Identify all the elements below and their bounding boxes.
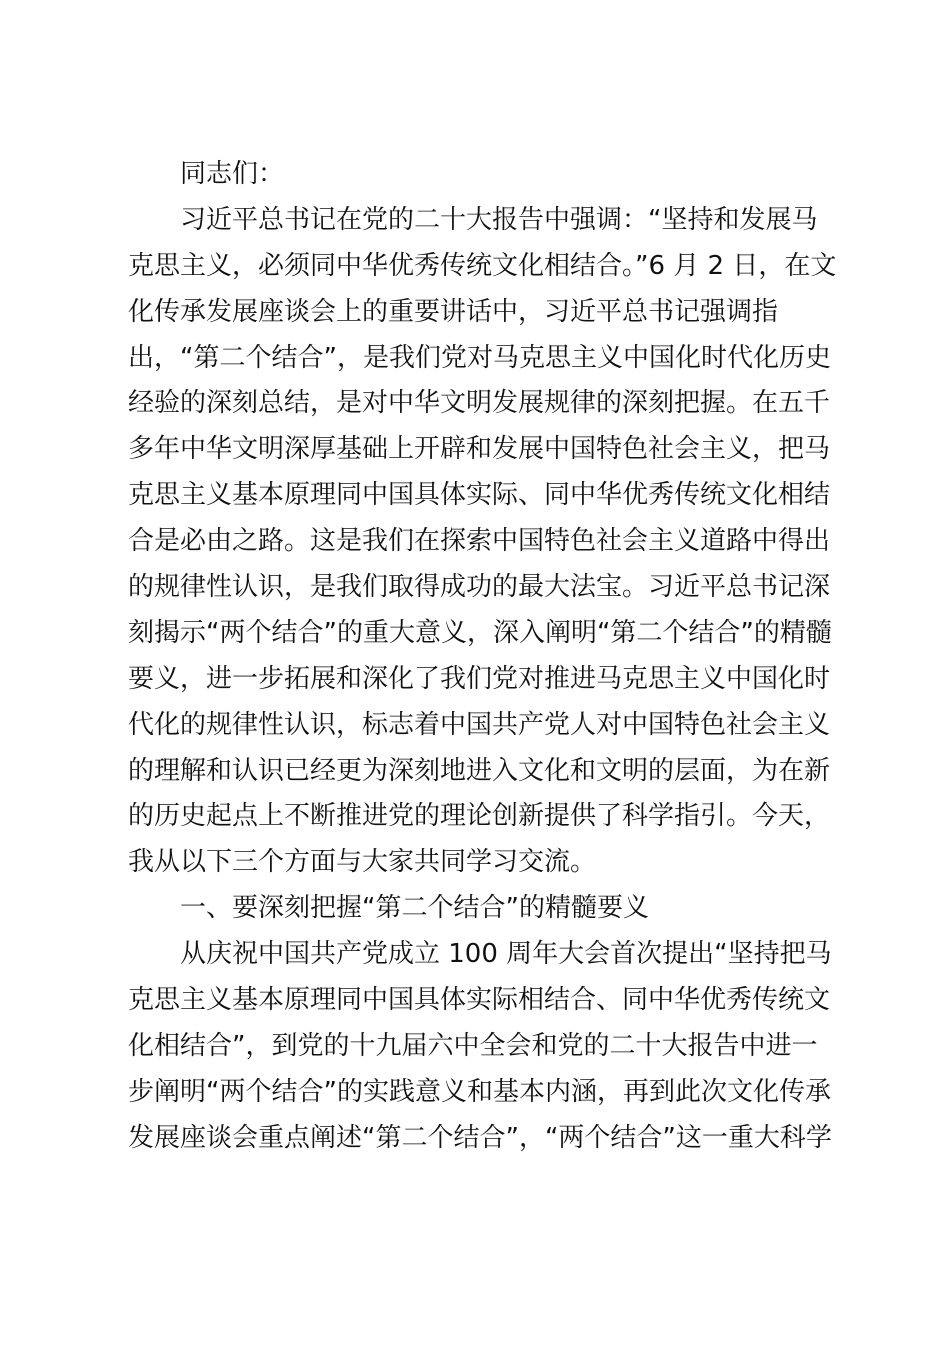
text-line: 的历史起点上不断推进党的理论创新提供了科学指引。今天， <box>128 801 831 832</box>
text-line: 代化的规律性认识，标志着中国共产党人对中国特色社会主义 <box>128 709 831 740</box>
text-line: 的规律性认识，是我们取得成功的最大法宝。习近平总书记深 <box>128 572 831 603</box>
text-line: 多年中华文明深厚基础上开辟和发展中国特色社会主义，把马 <box>128 434 831 465</box>
text-line: 习近平总书记在党的二十大报告中强调：“坚持和发展马 <box>180 204 818 235</box>
salutation-line: 同志们： <box>180 159 285 189</box>
text-line: 合是必由之路。这是我们在探索中国特色社会主义道路中得出 <box>128 526 831 557</box>
text-line: 要义，进一步拓展和深化了我们党对推进马克思主义中国化时 <box>128 663 831 694</box>
text-line: 的理解和认识已经更为深刻地进入文化和文明的层面，为在新 <box>128 755 831 786</box>
text-line: 化相结合”，到党的十九届六中全会和党的二十大报告中进一 <box>128 1030 818 1061</box>
text-line: 步阐明“两个结合”的实践意义和基本内涵，再到此次文化传承 <box>128 1076 831 1107</box>
text-line: 发展座谈会重点阐述“第二个结合”，“两个结合”这一重大科学 <box>128 1122 832 1153</box>
text-line: 刻揭示“两个结合”的重大意义，深入阐明“第二个结合”的精髓 <box>128 617 832 648</box>
text-line: 从庆祝中国共产党成立 100 周年大会首次提出“坚持把马 <box>180 939 832 970</box>
text-line: 出，“第二个结合”，是我们党对马克思主义中国化时代化历史 <box>128 342 831 373</box>
text-line: 克思主义基本原理同中国具体实际、同中华优秀传统文化相结 <box>128 480 831 511</box>
text-line: 我从以下三个方面与大家共同学习交流。 <box>128 847 597 878</box>
section-heading: 一、要深刻把握“第二个结合”的精髓要义 <box>180 893 649 924</box>
document-body <box>128 152 837 1162</box>
text-line: 克思主义，必须同中华优秀传统文化相结合。”6 月 2 日，在文 <box>128 250 837 281</box>
text-line: 克思主义基本原理同中国具体实际相结合、同中华优秀传统文 <box>128 985 831 1016</box>
text-line: 经验的深刻总结，是对中华文明发展规律的深刻把握。在五千 <box>128 388 831 419</box>
text-line: 化传承发展座谈会上的重要讲话中，习近平总书记强调指 <box>128 296 779 327</box>
